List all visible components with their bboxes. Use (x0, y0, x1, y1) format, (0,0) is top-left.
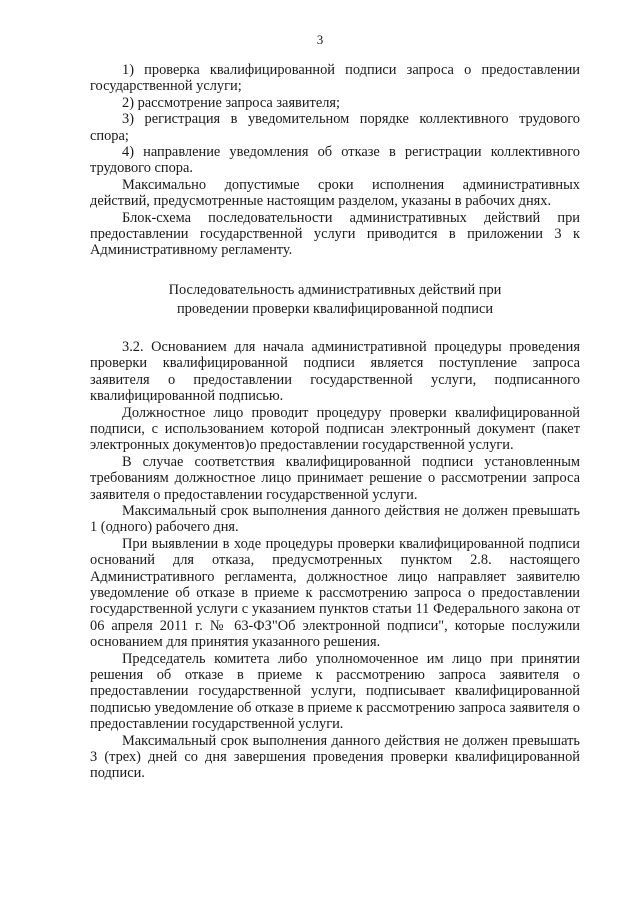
list-item-1: 1) проверка квалифицированной подписи запроса о предоставлении государственной услуги; (90, 62, 580, 95)
document-body (90, 62, 580, 782)
paragraph-deadlines: Максимально допустимые сроки исполнения административных действий, предусмотренные настоящим разделом, указаны в рабочих днях. (90, 176, 580, 210)
paragraph-flowchart: Блок-схема последовательности административных действий при предоставлении государственной услуги приводится в приложении 3 к Административному регламенту. (90, 209, 580, 259)
paragraph-refusal-grounds: При выявлении в ходе процедуры проверки квалифицированной подписи оснований для отказа, предусмотренных пунктом 2.8. настоящего Административного регламента, должностное лицо направляет заявителю уведомление об отказе в приеме к рассмотрению запроса о предоставлении государственной услуги с указанием пунктов статьи 11 Федерального закона от 06 апреля 2011 г. № 63-ФЗ"Об электронной подписи", которые послужили основанием для принятия указанного решения. (90, 535, 580, 651)
paragraph-deadline-3-days: Максимальный срок выполнения данного действия не должен превышать 3 (трех) дней со дня завершения проведения проверки квалифицированной подписи. (90, 732, 580, 782)
list-item-3: 3) регистрация в уведомительном порядке коллективного трудового спора; (90, 111, 580, 144)
paragraph-deadline-1-day: Максимальный срок выполнения данного действия не должен превышать 1 (одного) рабочего дня. (90, 502, 580, 536)
heading-line-1: Последовательность административных действий при (168, 281, 502, 298)
paragraph-3-2: 3.2. Основанием для начала административной процедуры проведения проверки квалифицированной подписи является поступление запроса заявителя о предоставлении государственной услуги, подписанного квалифицированной подписью. (90, 338, 580, 405)
list-item-4: 4) направление уведомления об отказе в регистрации коллективного трудового спора. (90, 144, 580, 177)
paragraph-official-check: Должностное лицо проводит процедуру проверки квалифицированной подписи, с использованием которой подписан электронный документ (пакет электронных документов)о предоставлении государственной услуги. (90, 404, 580, 454)
section-heading (90, 281, 580, 319)
heading-line-2: проведении проверки квалифицированной подписи (176, 300, 494, 317)
page-number: 3 (316, 32, 324, 47)
paragraph-chairman: Председатель комитета либо уполномоченное им лицо при принятии решения об отказе в приеме к рассмотрению запроса заявителя о предоставлении государственной услуги, подписывает квалифицированной подписью уведомление об отказе в приеме к рассмотрению запроса заявителя о предоставлении государственной услуги. (90, 650, 580, 733)
paragraph-compliance: В случае соответствия квалифицированной подписи установленным требованиям должностное лицо принимает решение о рассмотрении запроса заявителя о предоставлении государственной услуги. (90, 453, 580, 503)
list-item-2: 2) рассмотрение запроса заявителя; (122, 94, 341, 111)
